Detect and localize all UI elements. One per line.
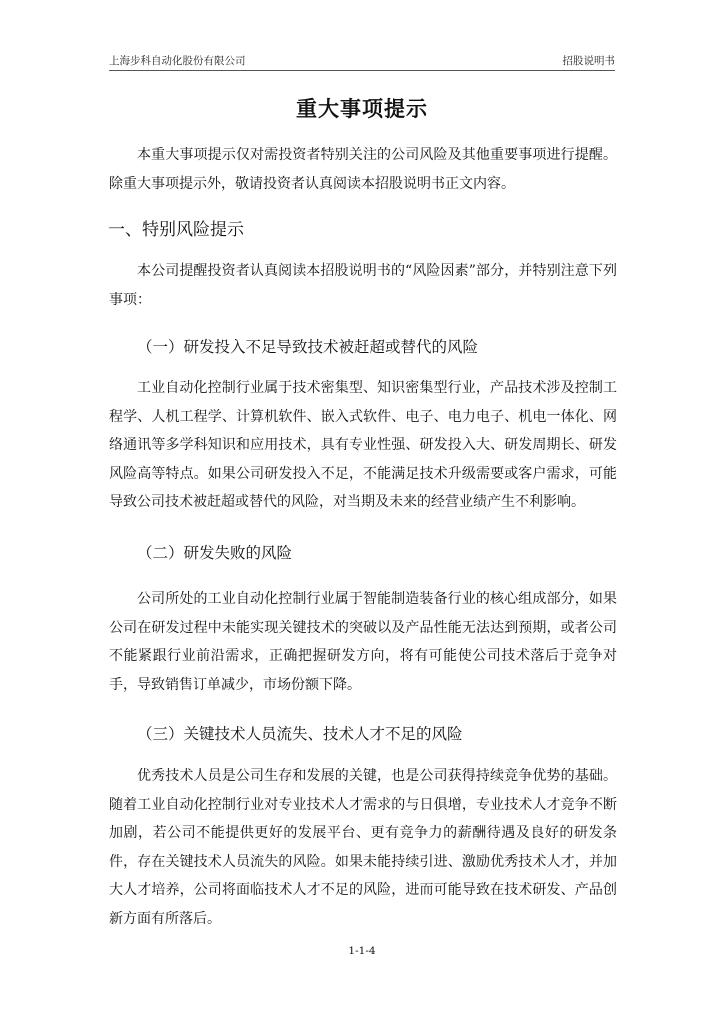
section-heading-special-risks: 一、特别风险提示 <box>108 220 244 240</box>
risk-paragraph-talent-loss: 优秀技术人员是公司生存和发展的关键，也是公司获得持续竞争优势的基础。随着工业自动化控制行业对专业技术人才需求的与日俱增，专业技术人才竞争不断加剧，若公司不能提供更好的发展平台、更有竞争力的薪酬待遇及良好的研发条件，存在关键技术人员流失的风险。如果未能持续引进、激励优秀技术人才，并加大人才培养，公司将面临技术人才不足的风险，进而可能导致在技术研发、产品创新方面有所落后。 <box>109 768 617 927</box>
risk-paragraph-rd-insufficient: 工业自动化控制行业属于技术密集型、知识密集型行业，产品技术涉及控制工程学、人机工程学、计算机软件、嵌入式软件、电子、电力电子、机电一体化、网络通讯等多学科知识和应用技术，具有专业性强、研发投入大、研发周期长、研发风险高等特点。如果公司研发投入不足，不能满足技术升级需要或客户需求，可能导致公司技术被赶超或替代的风险，对当期及未来的经营业绩产生不利影响。 <box>109 380 617 510</box>
risk-heading-rd-insufficient: （一）研发投入不足导致技术被赶超或替代的风险 <box>137 338 479 356</box>
header-document-type: 招股说明书 <box>562 55 615 67</box>
header-company-name: 上海步科自动化股份有限公司 <box>109 55 246 67</box>
page-title: 重大事项提示 <box>296 97 428 121</box>
page-number: 1-1-4 <box>348 945 376 957</box>
intro-paragraph: 本重大事项提示仅对需投资者特别关注的公司风险及其他重要事项进行提醒。除重大事项提示外，敬请投资者认真阅读本招股说明书正文内容。 <box>109 147 617 192</box>
risk-heading-rd-failure: （二）研发失败的风险 <box>137 544 293 562</box>
risk-paragraph-rd-failure: 公司所处的工业自动化控制行业属于智能制造装备行业的核心组成部分，如果公司在研发过程中未能实现关键技术的突破以及产品性能无法达到预期，或者公司不能紧跟行业前沿需求，正确把握研发方向，将有可能使公司技术落后于竞争对手，导致销售订单减少，市场份额下降。 <box>109 591 617 693</box>
section-intro-paragraph: 本公司提醒投资者认真阅读本招股说明书的“风险因素”部分，并特别注意下列事项： <box>109 263 617 308</box>
risk-heading-talent-loss: （三）关键技术人员流失、技术人才不足的风险 <box>137 725 463 743</box>
page-header <box>109 50 615 71</box>
